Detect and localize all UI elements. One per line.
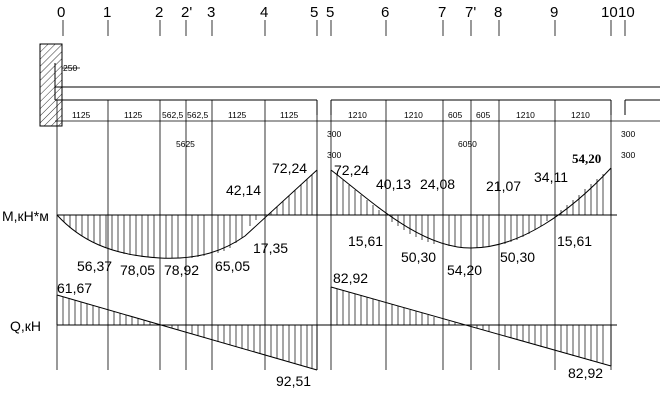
axis-labels	[57, 4, 635, 21]
moment-diagram	[2, 151, 617, 278]
dim-span1-c: 562,5	[162, 110, 184, 120]
shear-label: Q,кН	[10, 318, 42, 334]
shear-value-right-2: 82,92	[568, 365, 604, 381]
axis-label-3: 3	[207, 4, 216, 21]
dim-span2-d: 605	[476, 110, 491, 120]
moment-value-9-bottom: 15,61	[557, 233, 593, 249]
moment-value-4-bottom: 17,35	[253, 240, 289, 256]
wall	[40, 44, 62, 126]
moment-value-9-top: 34,11	[534, 169, 568, 185]
dim-span2-c: 605	[448, 110, 463, 120]
axis-label-10a: 10	[601, 4, 618, 21]
dim-span1-total: 5625	[176, 139, 195, 149]
axis-label-7: 7	[438, 4, 447, 21]
moment-value-6-top: 40,13	[376, 176, 412, 192]
dim-span1-f: 1125	[280, 110, 299, 120]
dim-support-right-a: 300	[621, 129, 636, 139]
dim-support-right-b: 300	[621, 150, 636, 160]
shear-value-left-1: 61,67	[57, 280, 93, 296]
axis-label-8: 8	[494, 4, 503, 21]
shear-value-left-2: 82,92	[333, 270, 369, 286]
axis-label-1: 1	[103, 4, 112, 21]
moment-value-2: 78,05	[120, 262, 156, 278]
dim-span2-f: 1210	[571, 110, 590, 120]
axis-label-5b: 5	[326, 4, 335, 21]
axis-label-6: 6	[381, 4, 390, 21]
dim-span2-e: 1210	[516, 110, 535, 120]
moment-value-8-top: 21,07	[486, 178, 522, 194]
axis-label-4: 4	[260, 4, 269, 21]
axis-label-9: 9	[550, 4, 559, 21]
shear-diagram	[10, 270, 617, 389]
axis-label-2: 2	[155, 4, 164, 21]
dim-span2-a: 1210	[348, 110, 367, 120]
axis-label-0: 0	[57, 4, 66, 21]
moment-value-6-bottom: 15,61	[348, 233, 384, 249]
moment-value-5-left: 72,24	[272, 160, 308, 176]
axis-label-5a: 5	[310, 4, 319, 21]
dimensions	[63, 63, 635, 160]
axis-label-10b: 10	[618, 4, 635, 21]
dim-span1-b: 1125	[124, 110, 143, 120]
dim-span2-total: 6050	[458, 139, 477, 149]
dim-span1-e: 1125	[228, 110, 247, 120]
axis-label-7-prime: 7'	[465, 4, 477, 21]
moment-label: M,кН*м	[2, 208, 49, 224]
moment-value-7-prime-bottom: 54,20	[447, 262, 483, 278]
moment-value-4-top: 42,14	[226, 182, 262, 198]
dim-span1-d: 562,5	[187, 110, 209, 120]
moment-value-7-top: 24,08	[420, 176, 456, 192]
moment-value-10-top: 54,20	[572, 151, 602, 166]
moment-value-1: 56,37	[77, 258, 113, 274]
axis-label-2-prime: 2'	[181, 4, 193, 21]
axis-lines	[57, 20, 625, 370]
moment-value-3: 65,05	[215, 258, 251, 274]
moment-value-5-right: 72,24	[334, 162, 370, 178]
moment-value-8-bottom: 50,30	[500, 249, 536, 265]
shear-value-right-1: 92,51	[276, 373, 312, 389]
dim-support-left-a: 300	[327, 129, 342, 139]
moment-value-7-bottom: 50,30	[401, 249, 437, 265]
dim-wall-offset: 250	[63, 63, 78, 73]
dim-span1-a: 1125	[72, 110, 91, 120]
dim-span2-b: 1210	[404, 110, 423, 120]
dim-support-left-b: 300	[327, 150, 342, 160]
moment-value-2-prime: 78,92	[164, 262, 200, 278]
